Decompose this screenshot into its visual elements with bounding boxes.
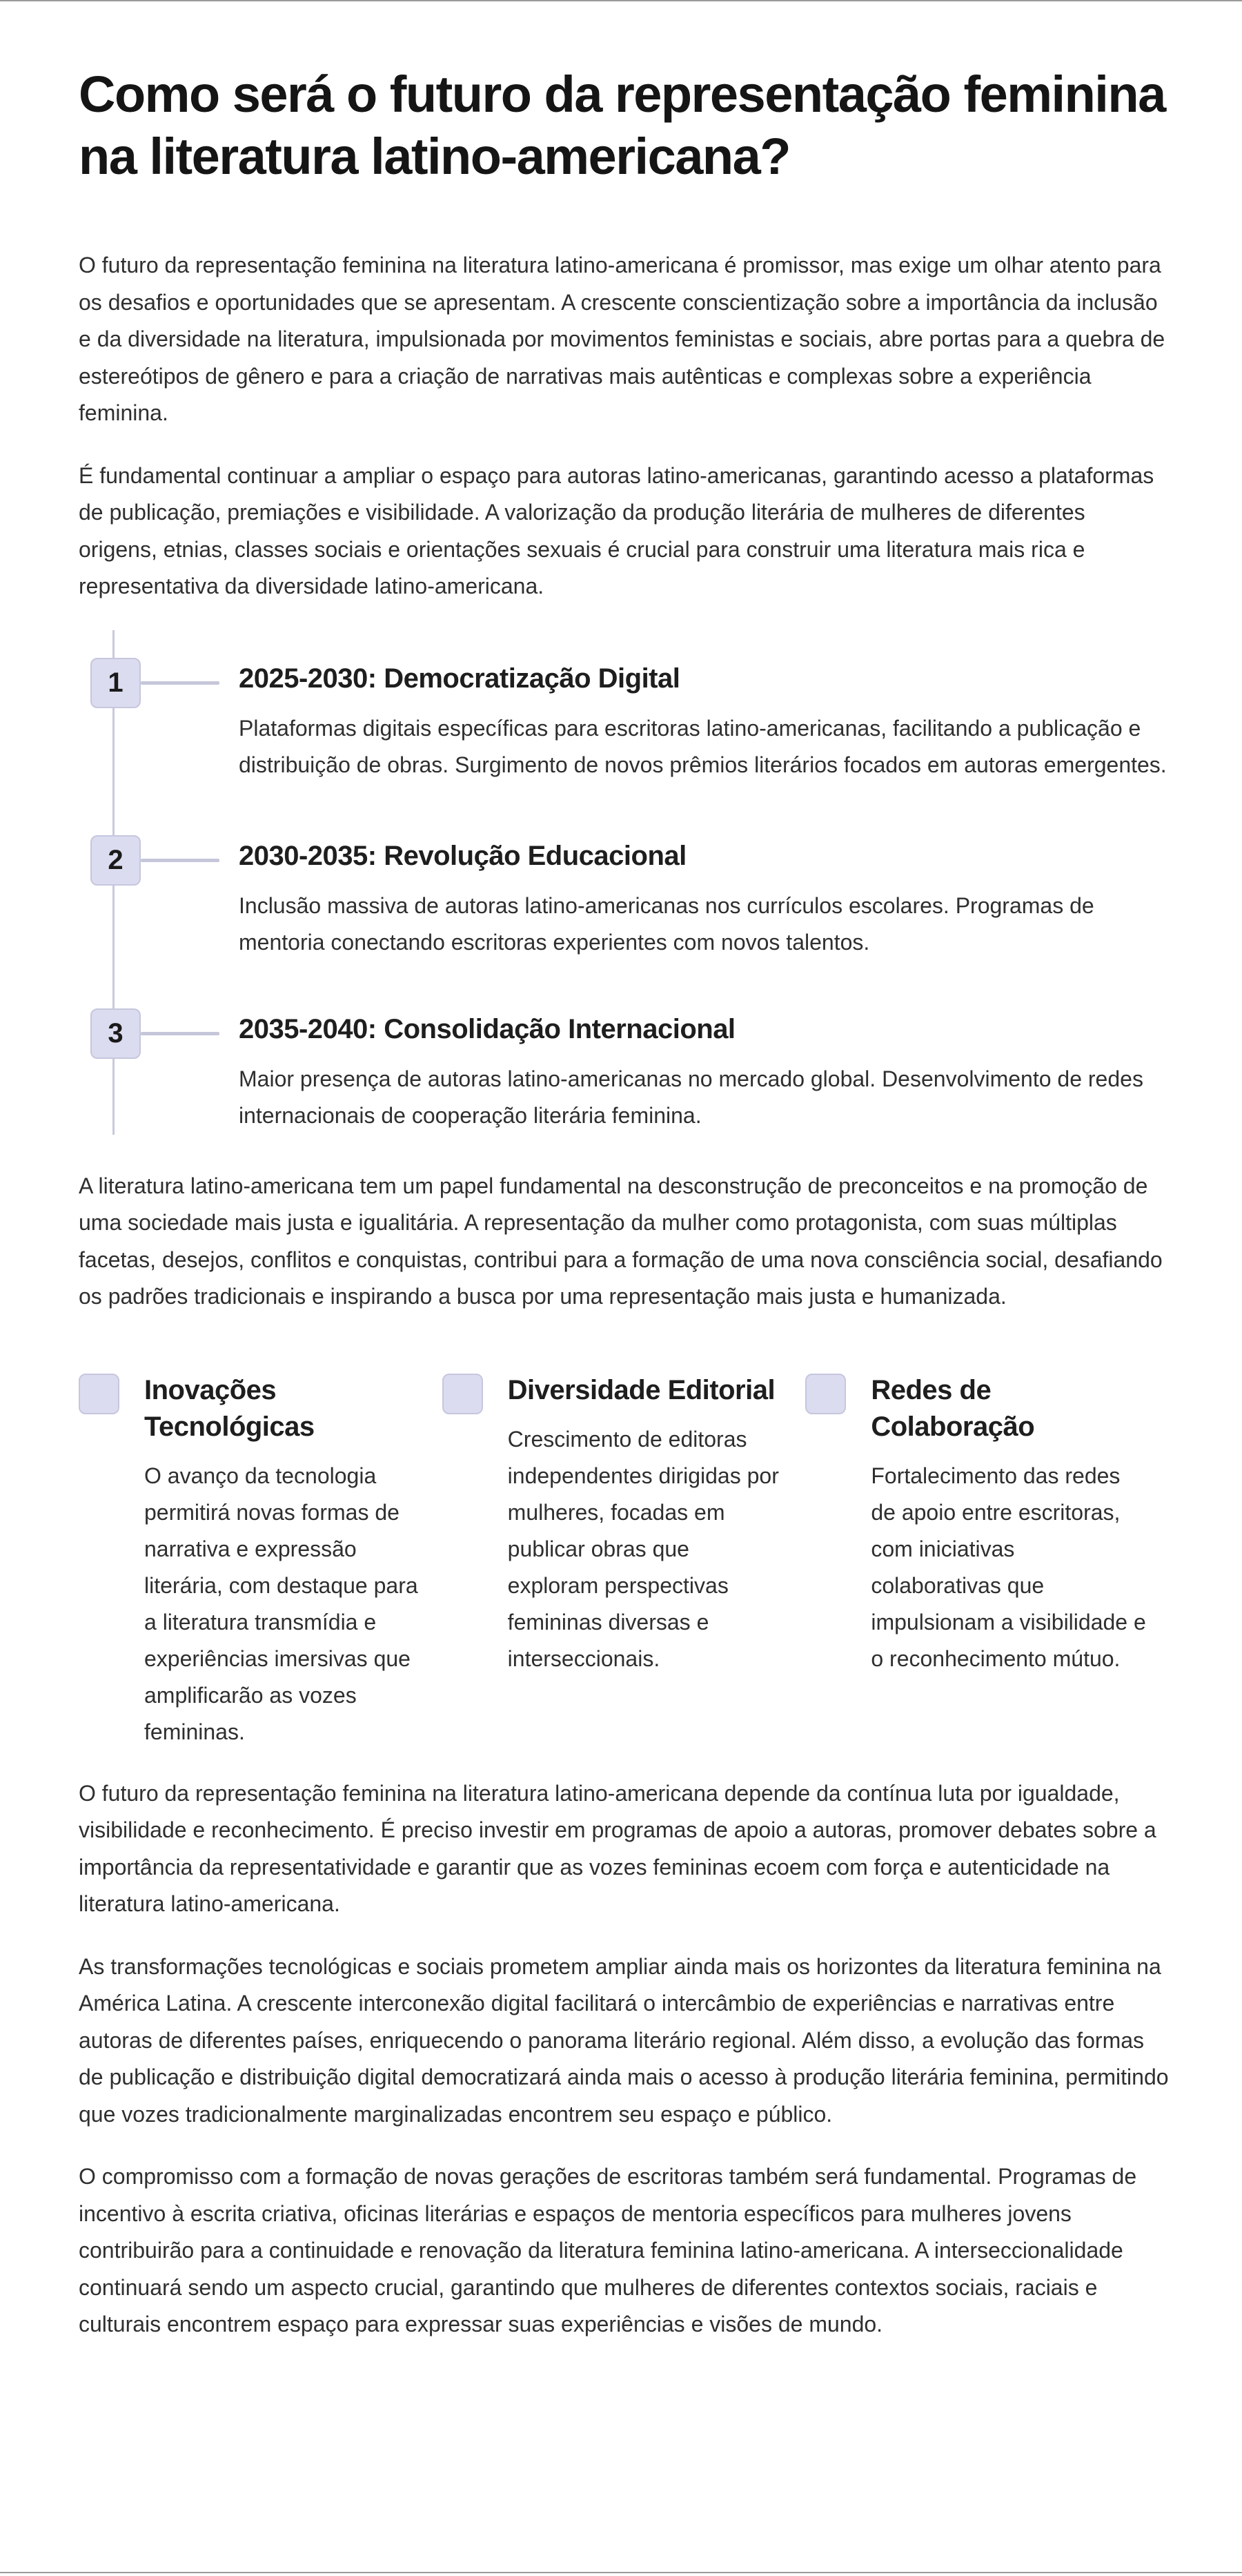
middle-paragraph: A literatura latino-americana tem um papel fundamental na desconstrução de preconceitos e na promoção de uma sociedade mais justa e igualitária. A representação da mulher como protagonista, com suas múltiplas facetas, desejos, conflitos e conquistas, contribui para a formação de uma nova consciência social, desafiando os padrões tradicionais e inspirando a busca por uma representação mais justa e humanizada. [79,1173,1163,1309]
step-number-badge: 1 [90,658,141,708]
timeline-item [79,1008,1169,1135]
feature-icon [805,1374,846,1414]
page-title: Como será o futuro da representação feminina na literatura latino-americana? [79,66,1165,185]
timeline-item-title: 2030-2035: Revolução Educacional [239,840,687,871]
intro-paragraph: É fundamental continuar a ampliar o espaço para autoras latino-americanas, garantindo acesso a plataformas de publicação, premiações e visibilidade. A valorização da produção literária de mulheres de diferentes origens, etnias, classes sociais e orientações sexuais é crucial para construir uma literatura mais rica e representativa da diversidade latino-americana. [79,462,1154,598]
feature-title: Diversidade Editorial [507,1374,776,1405]
feature-icon [442,1374,483,1414]
bottom-divider [0,2572,1242,2573]
timeline-connector [141,681,219,685]
feature-grid [79,1374,1169,1750]
timeline-item-title: 2035-2040: Consolidação Internacional [239,1013,736,1044]
feature-icon [79,1374,119,1414]
step-number-badge: 2 [90,835,141,886]
timeline-item-title: 2025-2030: Democratização Digital [239,663,680,694]
feature-card [79,1374,442,1750]
feature-text: Fortalecimento das redes de apoio entre escritoras, com iniciativas colaborativas que impulsionam a visibilidade e o reconhecimento mútuo. [871,1463,1146,1671]
closing-paragraph: As transformações tecnológicas e sociais prometem ampliar ainda mais os horizontes da literatura feminina na América Latina. A crescente interconexão digital facilitará o intercâmbio de experiências e narrativas entre autoras de diferentes países, enriquecendo o panorama literário regional. Além disso, a evolução das formas de publicação e distribuição digital democratizará ainda mais o acesso à produção literária feminina, permitindo que vozes tradicionalmente marginalizadas encontrem seu espaço e público. [79,1953,1169,2127]
feature-text: Crescimento de editoras independentes dirigidas por mulheres, focadas em publicar obras que exploram perspectivas femininas diversas e interseccionais. [507,1426,779,1671]
closing-paragraph: O futuro da representação feminina na literatura latino-americana depende da contínua luta por igualdade, visibilidade e reconhecimento. É preciso investir em programas de apoio a autoras, promover debates sobre a importância da representatividade e garantir que as vozes femininas ecoem com força e autenticidade na literatura latino-americana. [79,1780,1156,1916]
article [79,64,1169,2343]
feature-card [442,1374,806,1750]
intro-paragraph: O futuro da representação feminina na literatura latino-americana é promissor, mas exige um olhar atento para os desafios e oportunidades que se apresentam. A crescente conscientização sobre a importância da inclusão e da diversidade na literatura, impulsionada por movimentos feministas e sociais, abre portas para a quebra de estereótipos de gênero e para a criação de narrativas mais autênticas e complexas sobre a experiência feminina. [79,253,1165,425]
top-divider [0,0,1242,1]
timeline-item-text: Maior presença de autoras latino-americanas no mercado global. Desenvolvimento de redes internacionais de cooperação literária feminina. [239,1066,1143,1128]
closing-paragraph: O compromisso com a formação de novas gerações de escritoras também será fundamental. Programas de incentivo à escrita criativa, oficinas literárias e espaços de mentoria específicos para mulheres jovens contribuirão para a continuidade e renovação da literatura feminina latino-americana. A interseccionalidade continuará sendo um aspecto crucial, garantindo que mulheres de diferentes contextos sociais, raciais e culturais encontrem espaço para expressar suas experiências e visões de mundo. [79,2164,1137,2336]
feature-card [805,1374,1169,1750]
feature-title: Redes de Colaboração [871,1374,1035,1442]
timeline-item [79,658,1169,784]
timeline-connector [141,859,219,862]
timeline [79,630,1169,1135]
feature-text: O avanço da tecnologia permitirá novas formas de narrativa e expressão literária, com destaque para a literatura transmídia e experiências imersivas que amplificarão as vozes femininas. [144,1463,418,1744]
timeline-item-text: Inclusão massiva de autoras latino-americanas nos currículos escolares. Programas de mentoria conectando escritoras experientes com novos talentos. [239,892,1094,955]
timeline-item-text: Plataformas digitais específicas para escritoras latino-americanas, facilitando a publicação e distribuição de obras. Surgimento de novos prêmios literários focados em autoras emergentes. [239,715,1167,777]
timeline-item [79,835,1169,962]
feature-title: Inovações Tecnológicas [144,1374,315,1442]
step-number-badge: 3 [90,1008,141,1059]
timeline-connector [141,1032,219,1035]
